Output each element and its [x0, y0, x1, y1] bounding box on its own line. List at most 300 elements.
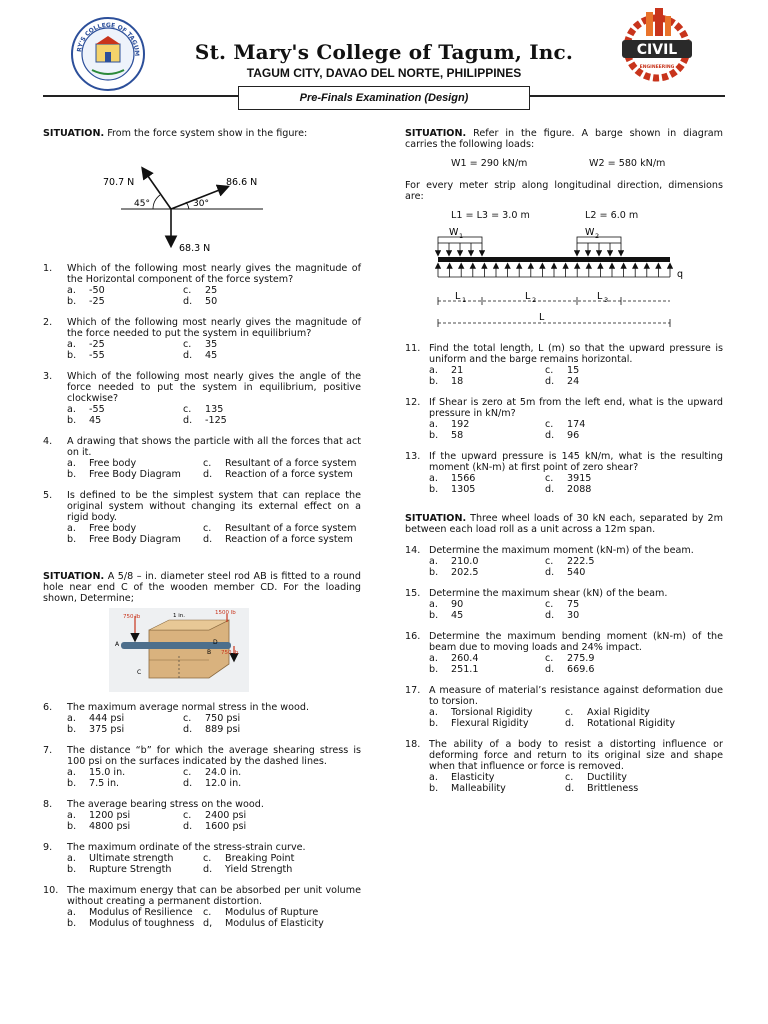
force-label-86: 86.6 N	[226, 177, 258, 188]
total-length-label: L	[539, 312, 545, 323]
situation-2: SITUATION. A 5/8 – in. diameter steel rod AB is fitted to a round hole near end C of the wooden member CD. For the loading shown, Determine;	[43, 571, 361, 604]
answer-options	[67, 767, 361, 789]
option-value: 35	[205, 339, 218, 350]
option-letter: b.	[429, 376, 439, 387]
length-values	[451, 210, 723, 221]
option-letter: a.	[429, 473, 438, 484]
answer-option	[565, 718, 723, 729]
option-value: Modulus of Elasticity	[225, 918, 324, 929]
option-letter: c.	[545, 419, 554, 430]
option-value: 1200 psi	[89, 810, 131, 821]
answer-options	[67, 285, 361, 307]
answer-option	[183, 724, 361, 735]
answer-option	[429, 783, 565, 794]
answer-option	[545, 567, 723, 578]
option-letter: d.	[545, 664, 555, 675]
option-letter: d.	[203, 864, 213, 875]
option-value: Modulus of Resilience	[89, 907, 193, 918]
option-value: Yield Strength	[225, 864, 293, 875]
option-value: 75	[567, 599, 580, 610]
option-letter: b.	[67, 415, 77, 426]
option-letter: a.	[67, 810, 76, 821]
answer-options	[67, 810, 361, 832]
question-text: Determine the maximum moment (kN-m) of the beam.	[429, 545, 694, 556]
answer-option	[429, 653, 545, 664]
right-questions-group-1	[405, 343, 723, 495]
option-letter: a.	[67, 907, 76, 918]
option-value: 4800 psi	[89, 821, 131, 832]
option-value: 1305	[451, 484, 476, 495]
option-letter: a.	[67, 339, 76, 350]
question-item	[405, 451, 723, 495]
answer-option	[203, 458, 361, 469]
option-letter: d.	[183, 350, 193, 361]
option-value: 58	[451, 430, 464, 441]
option-value: Malleability	[451, 783, 506, 794]
option-letter: a.	[429, 599, 438, 610]
force-label-70: 70.7 N	[103, 177, 135, 188]
option-letter: d.	[203, 469, 213, 480]
option-letter: b.	[429, 484, 439, 495]
option-letter: d.	[545, 610, 555, 621]
option-letter: c.	[203, 907, 212, 918]
question-number: 18.	[405, 739, 421, 750]
answer-option	[545, 484, 723, 495]
option-value: 222.5	[567, 556, 595, 567]
answer-options	[429, 653, 723, 675]
answer-option	[429, 484, 545, 495]
point-c: C	[137, 669, 142, 676]
l2-value: L2 = 6.0 m	[585, 210, 639, 221]
civil-logo-text: CIVIL	[636, 42, 678, 58]
barge-diagram	[405, 223, 723, 333]
question-number: 5.	[43, 490, 53, 501]
option-value: Free Body Diagram	[89, 534, 181, 545]
option-letter: c.	[183, 767, 192, 778]
answer-option	[67, 918, 203, 929]
option-value: Rotational Rigidity	[587, 718, 675, 729]
answer-option	[203, 534, 361, 545]
option-value: Torsional Rigidity	[451, 707, 533, 718]
answer-options	[67, 339, 361, 361]
answer-options	[429, 419, 723, 441]
answer-option	[203, 469, 361, 480]
option-value: Resultant of a force system	[225, 523, 357, 534]
option-value: Free body	[89, 458, 137, 469]
option-letter: a.	[67, 285, 76, 296]
answer-option	[67, 458, 203, 469]
option-value: 30	[567, 610, 580, 621]
question-item	[405, 397, 723, 441]
force-system-figure	[43, 141, 361, 253]
option-value: -125	[205, 415, 227, 426]
question-item	[43, 702, 361, 735]
option-value: 18	[451, 376, 464, 387]
option-letter: c.	[183, 339, 192, 350]
option-letter: c.	[183, 713, 192, 724]
option-letter: c.	[565, 772, 574, 783]
question-text: A drawing that shows the particle with all the forces that act on it.	[67, 436, 361, 458]
answer-option	[429, 599, 545, 610]
question-number: 17.	[405, 685, 421, 696]
answer-option	[429, 365, 545, 376]
question-item	[405, 685, 723, 729]
question-number: 2.	[43, 317, 53, 328]
option-value: -50	[89, 285, 105, 296]
answer-option	[429, 556, 545, 567]
l1-label: L	[455, 291, 461, 302]
answer-option	[67, 523, 203, 534]
option-value: 1600 psi	[205, 821, 247, 832]
answer-option	[429, 772, 565, 783]
option-value: 12.0 in.	[205, 778, 242, 789]
option-letter: b.	[429, 718, 439, 729]
option-letter: a.	[429, 365, 438, 376]
answer-options	[67, 713, 361, 735]
option-value: Free Body Diagram	[89, 469, 181, 480]
option-value: Modulus of toughness	[89, 918, 195, 929]
question-item	[405, 343, 723, 387]
w2-value: W2 = 580 kN/m	[589, 158, 666, 169]
question-text: The distance “b” for which the average shearing stress is 100 psi on the surfaces indicated by the dashed lines.	[67, 745, 361, 767]
option-letter: b.	[429, 610, 439, 621]
option-letter: c.	[183, 810, 192, 821]
answer-option	[545, 610, 723, 621]
answer-options	[429, 707, 723, 729]
option-value: Breaking Point	[225, 853, 295, 864]
option-letter: a.	[429, 653, 438, 664]
answer-option	[183, 810, 361, 821]
angle-45: 45°	[134, 199, 150, 209]
option-value: 24.0 in.	[205, 767, 242, 778]
answer-option	[183, 767, 361, 778]
answer-option	[183, 285, 361, 296]
option-letter: d.	[565, 783, 575, 794]
answer-option	[545, 365, 723, 376]
option-value: 210.0	[451, 556, 479, 567]
question-number: 12.	[405, 397, 421, 408]
answer-option	[183, 404, 361, 415]
option-letter: c.	[545, 556, 554, 567]
school-name: St. Mary's College of Tagum, Inc.	[194, 40, 574, 64]
option-value: 174	[567, 419, 586, 430]
option-value: 45	[205, 350, 218, 361]
option-value: Axial Rigidity	[587, 707, 650, 718]
load-750-top: 750 lb	[123, 614, 141, 620]
option-value: 135	[205, 404, 224, 415]
option-letter: c.	[203, 458, 212, 469]
w2-label: W	[585, 227, 595, 238]
answer-options	[67, 907, 361, 929]
question-number: 10.	[43, 885, 59, 896]
option-letter: c.	[183, 285, 192, 296]
question-item	[43, 842, 361, 875]
answer-option	[67, 778, 183, 789]
answer-option	[429, 376, 545, 387]
answer-option	[67, 469, 203, 480]
question-item	[43, 490, 361, 545]
point-a: A	[115, 641, 120, 648]
option-letter: a.	[67, 713, 76, 724]
l13-value: L1 = L3 = 3.0 m	[451, 210, 530, 221]
option-letter: d.	[545, 567, 555, 578]
option-letter: b.	[67, 724, 77, 735]
option-value: -25	[89, 296, 105, 307]
w2-sub: 2	[595, 232, 600, 240]
option-value: Ultimate strength	[89, 853, 174, 864]
option-letter: a.	[67, 523, 76, 534]
question-text: Determine the maximum shear (kN) of the beam.	[429, 588, 668, 599]
answer-option	[545, 473, 723, 484]
option-letter: b.	[67, 918, 77, 929]
answer-option	[429, 707, 565, 718]
option-value: 889 psi	[205, 724, 241, 735]
answer-option	[67, 810, 183, 821]
option-letter: c.	[545, 365, 554, 376]
left-column	[43, 128, 361, 929]
answer-option	[67, 724, 183, 735]
question-item	[43, 745, 361, 789]
option-value: 3915	[567, 473, 592, 484]
answer-option	[67, 350, 183, 361]
option-letter: a.	[429, 707, 438, 718]
answer-option	[545, 664, 723, 675]
answer-option	[67, 821, 183, 832]
option-value: 540	[567, 567, 586, 578]
option-value: 90	[451, 599, 464, 610]
option-letter: c.	[203, 853, 212, 864]
answer-option	[183, 778, 361, 789]
option-letter: d.	[203, 534, 213, 545]
option-value: Reaction of a force system	[225, 534, 353, 545]
civil-logo-subtext: ENGINEERING	[639, 65, 675, 70]
answer-option	[183, 415, 361, 426]
question-text: The maximum average normal stress in the wood.	[67, 702, 310, 713]
option-value: 750 psi	[205, 713, 241, 724]
option-letter: b.	[67, 864, 77, 875]
school-location: TAGUM CITY, DAVAO DEL NORTE, PHILIPPINES	[246, 66, 522, 80]
answer-options	[67, 853, 361, 875]
option-letter: d.	[183, 415, 193, 426]
l2-label: L	[525, 291, 531, 302]
answer-option	[67, 767, 183, 778]
option-letter: b.	[67, 778, 77, 789]
answer-option	[203, 523, 361, 534]
question-number: 15.	[405, 588, 421, 599]
answer-option	[565, 707, 723, 718]
answer-option	[545, 419, 723, 430]
answer-option	[67, 907, 203, 918]
option-value: Modulus of Rupture	[225, 907, 319, 918]
option-letter: c.	[183, 404, 192, 415]
answer-option	[67, 339, 183, 350]
load-1500: 1500 lb	[215, 610, 236, 616]
question-item	[405, 739, 723, 794]
answer-option	[183, 350, 361, 361]
answer-options	[429, 556, 723, 578]
question-text: Which of the following most nearly gives the magnitude of the force needed to put the system in equilibrium?	[67, 317, 361, 339]
question-number: 1.	[43, 263, 53, 274]
option-letter: d.	[565, 718, 575, 729]
question-number: 4.	[43, 436, 53, 447]
option-letter: b.	[67, 534, 77, 545]
answer-option	[183, 339, 361, 350]
question-text: A measure of material’s resistance against deformation due to torsion.	[429, 685, 723, 707]
option-value: 192	[451, 419, 470, 430]
question-text: The maximum ordinate of the stress-strain curve.	[67, 842, 306, 853]
answer-option	[545, 430, 723, 441]
option-value: 45	[89, 415, 102, 426]
option-letter: a.	[67, 767, 76, 778]
question-item	[43, 371, 361, 426]
option-letter: c.	[545, 653, 554, 664]
question-number: 7.	[43, 745, 53, 756]
question-item	[43, 436, 361, 480]
question-number: 13.	[405, 451, 421, 462]
answer-option	[67, 285, 183, 296]
option-value: 25	[205, 285, 218, 296]
option-value: 260.4	[451, 653, 479, 664]
option-letter: c.	[203, 523, 212, 534]
option-value: Ductility	[587, 772, 627, 783]
answer-option	[429, 567, 545, 578]
answer-option	[67, 853, 203, 864]
l1-sub: 1	[462, 296, 467, 304]
option-letter: b.	[429, 567, 439, 578]
option-letter: d,	[203, 918, 213, 929]
question-number: 16.	[405, 631, 421, 642]
option-value: 45	[451, 610, 464, 621]
question-item	[405, 631, 723, 675]
seal-text: RY'S COLLEGE OF TAGUM	[76, 21, 141, 57]
option-value: 275.9	[567, 653, 595, 664]
l3-sub: 3	[604, 296, 609, 304]
question-item	[405, 588, 723, 621]
answer-option	[429, 419, 545, 430]
option-value: -55	[89, 404, 105, 415]
right-questions-group-2	[405, 545, 723, 794]
question-text: If the upward pressure is 145 kN/m, what is the resulting moment (kN-m) at first point of zero shear?	[429, 451, 723, 473]
question-item	[43, 885, 361, 929]
option-letter: a.	[429, 419, 438, 430]
option-value: Brittleness	[587, 783, 639, 794]
answer-options	[67, 458, 361, 480]
answer-option	[203, 864, 361, 875]
answer-option	[545, 653, 723, 664]
answer-options	[429, 365, 723, 387]
question-text: The ability of a body to resist a distorting influence or deforming force and return to its original size and shape when that influence or force is removed.	[429, 739, 723, 772]
question-text: Determine the maximum bending moment (kN-m) of the beam due to moving loads and 24% impact.	[429, 631, 723, 653]
option-letter: c.	[545, 473, 554, 484]
answer-options	[67, 404, 361, 426]
force-label-68: 68.3 N	[179, 243, 211, 253]
question-number: 14.	[405, 545, 421, 556]
option-letter: c.	[565, 707, 574, 718]
answer-option	[67, 713, 183, 724]
w1-value: W1 = 290 kN/m	[451, 158, 528, 169]
option-letter: d.	[545, 484, 555, 495]
answer-option	[545, 556, 723, 567]
answer-option	[429, 664, 545, 675]
option-value: 202.5	[451, 567, 479, 578]
question-text: Which of the following most nearly gives the magnitude of the Horizontal component of the force system?	[67, 263, 361, 285]
point-b: B	[207, 649, 212, 656]
option-letter: c.	[545, 599, 554, 610]
question-number: 8.	[43, 799, 53, 810]
answer-option	[429, 473, 545, 484]
w1-sub: 1	[459, 232, 464, 240]
steel-rod-wood-figure	[109, 608, 249, 692]
question-item	[43, 799, 361, 832]
l3-label: L	[597, 291, 603, 302]
option-letter: d.	[183, 724, 193, 735]
option-value: 375 psi	[89, 724, 125, 735]
option-letter: a.	[67, 404, 76, 415]
option-letter: d.	[183, 821, 193, 832]
answer-option	[67, 296, 183, 307]
question-text: Find the total length, L (m) so that the upward pressure is uniform and the barge remains horizontal.	[429, 343, 723, 365]
question-item	[405, 545, 723, 578]
question-text: The maximum energy that can be absorbed per unit volume without creating a permanent distortion.	[67, 885, 361, 907]
point-d: D	[213, 639, 218, 646]
answer-option	[565, 783, 723, 794]
answer-option	[545, 376, 723, 387]
answer-option	[67, 864, 203, 875]
q-label: q	[677, 269, 684, 280]
option-letter: a.	[429, 556, 438, 567]
option-value: 24	[567, 376, 580, 387]
situation-1: SITUATION. From the force system show in the figure:	[43, 128, 308, 139]
option-value: 444 psi	[89, 713, 125, 724]
option-letter: b.	[67, 296, 77, 307]
option-value: Rupture Strength	[89, 864, 172, 875]
option-letter: b.	[67, 821, 77, 832]
option-value: Resultant of a force system	[225, 458, 357, 469]
answer-options	[429, 473, 723, 495]
answer-options	[67, 523, 361, 545]
strip-text: For every meter strip along longitudinal direction, dimensions are:	[405, 180, 723, 202]
answer-option	[429, 610, 545, 621]
option-letter: d.	[183, 296, 193, 307]
option-value: Elasticity	[451, 772, 495, 783]
option-letter: a.	[67, 458, 76, 469]
answer-option	[67, 415, 183, 426]
answer-option	[203, 853, 361, 864]
option-value: 7.5 in.	[89, 778, 120, 789]
answer-option	[203, 918, 361, 929]
question-number: 11.	[405, 343, 421, 354]
question-number: 6.	[43, 702, 53, 713]
option-letter: d.	[183, 778, 193, 789]
answer-option	[183, 296, 361, 307]
option-value: 15.0 in.	[89, 767, 126, 778]
question-number: 3.	[43, 371, 53, 382]
question-number: 9.	[43, 842, 53, 853]
option-value: 669.6	[567, 664, 595, 675]
w1-label: W	[449, 227, 459, 238]
option-value: 96	[567, 430, 580, 441]
option-value: 50	[205, 296, 218, 307]
option-value: 15	[567, 365, 580, 376]
option-value: -55	[89, 350, 105, 361]
option-value: 2088	[567, 484, 592, 495]
option-letter: a.	[429, 772, 438, 783]
situation-4: SITUATION. Three wheel loads of 30 kN each, separated by 2m between each load roll as a unit across a 12m span.	[405, 513, 723, 535]
question-text: Which of the following most nearly gives the angle of the force needed to put the system in equilibrium, positive clockwise?	[67, 371, 361, 404]
option-value: Flexural Rigidity	[451, 718, 529, 729]
answer-option	[183, 821, 361, 832]
answer-option	[429, 718, 565, 729]
